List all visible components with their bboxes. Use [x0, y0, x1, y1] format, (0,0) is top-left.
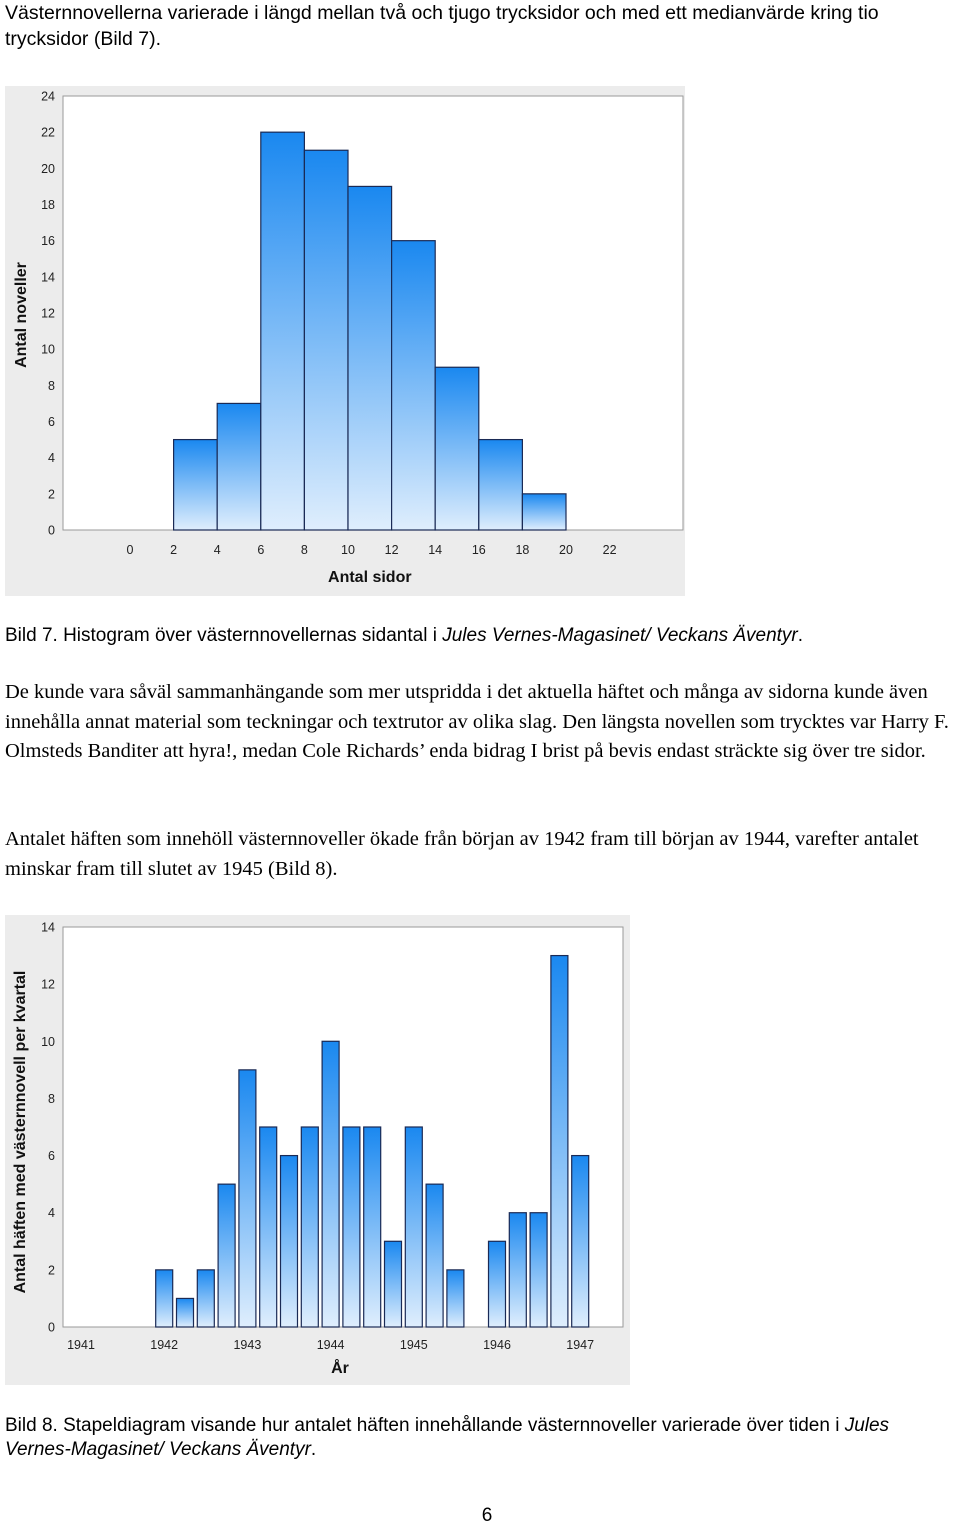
- x-tick-label: 1944: [316, 1338, 345, 1352]
- quarter-bar: [364, 1127, 381, 1327]
- quarter-bar: [405, 1127, 422, 1327]
- story-title-banditer: Banditer att hyra!: [87, 740, 233, 762]
- figure7-caption-prefix: Bild 7. Histogram över västernnovellernas sidantal i: [5, 625, 443, 646]
- quarter-bar: [447, 1270, 464, 1327]
- y-tick-label: 16: [41, 234, 55, 249]
- quarter-bar: [509, 1213, 526, 1327]
- y-tick-label: 22: [41, 125, 55, 140]
- quarter-bar: [551, 956, 568, 1327]
- quarter-bar: [239, 1070, 256, 1327]
- y-tick-label: 2: [48, 1263, 55, 1278]
- y-tick-label: 10: [41, 342, 55, 357]
- x-tick-label: 6: [257, 543, 265, 557]
- histogram-bar: [392, 241, 436, 530]
- quarter-bar: [489, 1241, 506, 1327]
- story-title-i-brist: I brist på bevis: [530, 740, 652, 762]
- intro-paragraph: Västernnovellerna varierade i längd mellan två och tjugo trycksidor och med ett medianvärde kring tio trycksidor (Bild 7).: [5, 2, 879, 50]
- page-number: 6: [481, 1505, 493, 1526]
- quarter-bar: [530, 1213, 547, 1327]
- y-tick-label: 18: [41, 198, 55, 212]
- x-tick-label: 0: [126, 543, 134, 557]
- y-tick-label: 6: [48, 1149, 55, 1164]
- quarter-bar: [572, 1156, 589, 1327]
- y-axis-title: Antal noveller: [13, 262, 30, 368]
- quarter-bar: [385, 1241, 402, 1327]
- figure7-caption: [5, 624, 955, 648]
- x-tick-label: 1946: [483, 1338, 511, 1352]
- x-tick-label: 14: [428, 543, 443, 557]
- figure8-caption-suffix: .: [310, 1439, 317, 1460]
- quarter-bar: [426, 1184, 443, 1327]
- y-tick-label: 12: [41, 306, 55, 321]
- histogram-figure: [5, 86, 685, 596]
- y-tick-label: 24: [41, 89, 55, 104]
- x-tick-label: 18: [515, 543, 530, 557]
- figure8-caption: [5, 1414, 955, 1462]
- figure8-caption-prefix: Bild 8. Stapeldiagram visande hur antalet häften innehållande västernnoveller varierade över tiden i: [5, 1415, 845, 1436]
- histogram-bar: [479, 440, 523, 530]
- histogram-bar: [522, 494, 566, 530]
- y-tick-label: 14: [41, 920, 55, 935]
- x-tick-label: 20: [559, 543, 573, 557]
- histogram-bar: [261, 132, 305, 530]
- quarter-bar: [177, 1298, 194, 1327]
- quarter-bar: [218, 1184, 235, 1327]
- figure7-caption-journal: Jules Vernes-Magasinet/ Veckans Äventyr: [442, 625, 798, 646]
- histogram-bar: [174, 440, 218, 530]
- histogram-bar: [304, 150, 348, 530]
- y-tick-label: 8: [48, 1091, 55, 1106]
- x-axis-title: År: [331, 1360, 349, 1377]
- body-paragraph-2: Antalet häften som innehöll västernnoveller ökade från början av 1942 fram till början av 1944, varefter antalet minskar fram till slutet av 1945 (Bild 8).: [5, 828, 919, 880]
- histogram-bar: [435, 367, 479, 530]
- y-tick-label: 0: [48, 523, 55, 538]
- quarter-bar: [343, 1127, 360, 1327]
- x-tick-label: 1943: [233, 1338, 262, 1352]
- x-tick-label: 1941: [67, 1338, 95, 1352]
- y-tick-label: 8: [48, 378, 55, 393]
- x-tick-label: 12: [384, 543, 399, 557]
- y-axis-title: Antal häften med västernnovell per kvartal: [12, 970, 29, 1294]
- x-tick-label: 1942: [150, 1338, 179, 1352]
- bar-chart-figure: [5, 915, 630, 1385]
- histogram-bar: [217, 403, 261, 530]
- x-tick-label: 1945: [399, 1338, 428, 1352]
- y-tick-label: 4: [48, 451, 55, 466]
- x-axis-title: Antal sidor: [328, 569, 412, 586]
- histogram-chart: [5, 86, 685, 596]
- y-tick-label: 6: [48, 415, 55, 429]
- x-tick-label: 8: [300, 543, 308, 557]
- quarterly-bar-chart: [5, 915, 630, 1385]
- figure8-caption-journal: Jules Vernes-Magasinet/ Veckans Äventyr: [5, 1415, 890, 1460]
- quarter-bar: [156, 1270, 173, 1327]
- quarter-bar: [322, 1041, 339, 1327]
- y-tick-label: 10: [41, 1034, 55, 1049]
- quarter-bar: [260, 1127, 277, 1327]
- x-tick-label: 16: [471, 543, 486, 557]
- quarter-bar: [197, 1270, 214, 1327]
- y-tick-label: 0: [48, 1320, 55, 1335]
- x-tick-label: 1947: [566, 1338, 595, 1352]
- para1-text-b: , medan Cole Richards’ enda bidrag: [232, 740, 531, 762]
- para1-text-c: endast sträckte sig över tre sidor.: [651, 740, 926, 762]
- x-tick-label: 4: [213, 543, 221, 557]
- x-tick-label: 10: [341, 543, 355, 557]
- body-paragraph-1: [5, 678, 950, 767]
- y-tick-label: 2: [48, 487, 55, 502]
- para1-text-a: De kunde vara såväl sammanhängande som mer utspridda i det aktuella häftet och många av sidorna kunde även innehålla annat material som teckningar och textrutor av olika slag. Den längsta novellen som trycktes var Harry F. Olmsteds: [5, 681, 949, 762]
- quarter-bar: [281, 1156, 298, 1327]
- y-tick-label: 20: [41, 161, 55, 176]
- y-tick-label: 12: [41, 977, 55, 992]
- histogram-bar: [348, 186, 392, 530]
- x-tick-label: 2: [170, 543, 178, 557]
- x-tick-label: 22: [602, 543, 617, 557]
- y-tick-label: 14: [41, 270, 55, 285]
- quarter-bar: [301, 1127, 318, 1327]
- y-tick-label: 4: [48, 1206, 55, 1221]
- figure7-caption-suffix: .: [797, 625, 804, 646]
